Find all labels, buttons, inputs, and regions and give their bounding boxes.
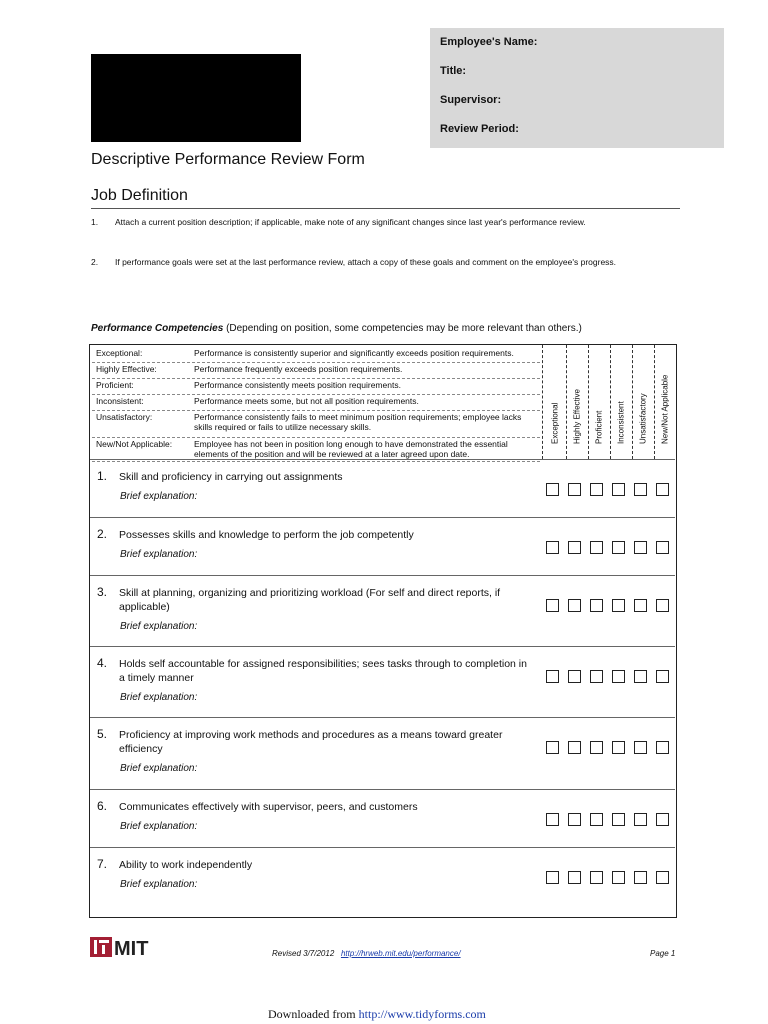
definition-term: Unsatisfactory: xyxy=(96,412,153,422)
rating-checkbox-inconsistent[interactable] xyxy=(612,871,625,884)
definition-description: Performance consistently fails to meet minimum position requirements; employee lacks skills required or fails to utilize necessary skills. xyxy=(194,412,522,432)
competencies-title: Performance Competencies xyxy=(91,323,224,334)
brief-explanation-label: Brief explanation: xyxy=(120,763,198,774)
rating-column-label: Unsatisfactory xyxy=(638,393,648,444)
rating-checkbox-exceptional[interactable] xyxy=(546,541,559,554)
instruction-2: 2. If performance goals were set at the last performance review, attach a copy of these goals and comment on the employee's progress. xyxy=(91,257,617,267)
rating-checkbox-highly-effective[interactable] xyxy=(568,871,581,884)
competency-item xyxy=(90,646,675,718)
rating-column-divider xyxy=(654,345,655,459)
definition-description: Performance meets some, but not all position requirements. xyxy=(194,396,419,406)
brief-explanation-label: Brief explanation: xyxy=(120,821,198,832)
competency-text: Proficiency at improving work methods and procedures as a means toward greater efficiency xyxy=(119,729,503,755)
section-title: Job Definition xyxy=(91,187,188,204)
rating-checkbox-inconsistent[interactable] xyxy=(612,599,625,612)
rating-checkbox-highly-effective[interactable] xyxy=(568,670,581,683)
rating-column-header xyxy=(633,347,653,457)
redacted-block xyxy=(91,54,301,142)
rating-checkbox-highly-effective[interactable] xyxy=(568,599,581,612)
logo-text: MIT xyxy=(114,938,149,958)
rating-checkbox-proficient[interactable] xyxy=(590,599,603,612)
rating-column-divider xyxy=(632,345,633,459)
competency-item xyxy=(90,789,675,848)
rating-checkbox-exceptional[interactable] xyxy=(546,813,559,826)
definition-row xyxy=(92,346,540,363)
rating-checkbox-new-not-applicable[interactable] xyxy=(656,483,669,496)
review-period-label: Review Period: xyxy=(440,123,519,135)
rating-checkbox-highly-effective[interactable] xyxy=(568,541,581,554)
rating-checkbox-highly-effective[interactable] xyxy=(568,483,581,496)
competencies-heading xyxy=(91,323,582,334)
revised-line xyxy=(272,949,461,958)
rating-checkbox-unsatisfactory[interactable] xyxy=(634,871,647,884)
rating-checkbox-inconsistent[interactable] xyxy=(612,541,625,554)
rating-checkbox-unsatisfactory[interactable] xyxy=(634,813,647,826)
rating-checkbox-proficient[interactable] xyxy=(590,871,603,884)
brief-explanation-label: Brief explanation: xyxy=(120,549,198,560)
rating-column-label: Exceptional xyxy=(550,402,560,444)
rating-checkbox-unsatisfactory[interactable] xyxy=(634,670,647,683)
rating-column-header xyxy=(567,347,587,457)
competency-number: 4. xyxy=(97,656,108,670)
rating-checkbox-inconsistent[interactable] xyxy=(612,813,625,826)
rating-column-header xyxy=(611,347,631,457)
definition-description: Performance consistently meets position requirements. xyxy=(194,380,401,390)
instruction-1: 1. Attach a current position description; if applicable, make note of any significant changes since last year's performance review. xyxy=(91,217,586,227)
rating-checkbox-unsatisfactory[interactable] xyxy=(634,541,647,554)
rating-checkbox-highly-effective[interactable] xyxy=(568,741,581,754)
rating-checkbox-proficient[interactable] xyxy=(590,483,603,496)
competency-text: Possesses skills and knowledge to perform the job competently xyxy=(119,529,414,541)
competency-item xyxy=(90,847,675,918)
rating-checkbox-new-not-applicable[interactable] xyxy=(656,541,669,554)
rating-checkbox-inconsistent[interactable] xyxy=(612,741,625,754)
definition-description: Employee has not been in position long enough to have demonstrated the essential elements of the position and will be reviewed at a later agreed upon date. xyxy=(194,439,508,459)
rating-checkbox-exceptional[interactable] xyxy=(546,741,559,754)
competency-number: 6. xyxy=(97,799,108,813)
rating-checkbox-unsatisfactory[interactable] xyxy=(634,483,647,496)
competencies-subtitle: (Depending on position, some competencies may be more relevant than others.) xyxy=(226,323,582,334)
competency-text: Holds self accountable for assigned responsibilities; sees tasks through to completion in a timely manner xyxy=(119,658,527,684)
tidyforms-link[interactable]: http://www.tidyforms.com xyxy=(358,1007,486,1021)
download-prefix: Downloaded from xyxy=(268,1007,356,1021)
competency-text: Skill and proficiency in carrying out assignments xyxy=(119,471,343,483)
page-number: Page 1 xyxy=(650,949,676,958)
rating-checkbox-exceptional[interactable] xyxy=(546,483,559,496)
definition-term: New/Not Applicable: xyxy=(96,439,173,449)
form-title: Descriptive Performance Review Form xyxy=(91,151,365,168)
rating-checkbox-exceptional[interactable] xyxy=(546,670,559,683)
rating-checkbox-proficient[interactable] xyxy=(590,813,603,826)
rating-column-divider xyxy=(566,345,567,459)
employee-name-label: Employee's Name: xyxy=(440,36,538,48)
rating-checkbox-proficient[interactable] xyxy=(590,670,603,683)
rating-checkbox-exceptional[interactable] xyxy=(546,599,559,612)
rating-column-header xyxy=(545,347,565,457)
rating-checkbox-new-not-applicable[interactable] xyxy=(656,741,669,754)
rating-checkbox-inconsistent[interactable] xyxy=(612,670,625,683)
section-rule xyxy=(91,208,680,209)
competency-item xyxy=(90,575,675,647)
rating-checkbox-new-not-applicable[interactable] xyxy=(656,670,669,683)
rating-column-header xyxy=(655,347,675,457)
brief-explanation-label: Brief explanation: xyxy=(120,879,198,890)
definition-row xyxy=(92,410,540,438)
definition-description: Performance is consistently superior and significantly exceeds position requirements. xyxy=(194,348,514,358)
competency-text: Ability to work independently xyxy=(119,859,253,871)
definition-term: Highly Effective: xyxy=(96,364,157,374)
competency-number: 5. xyxy=(97,727,108,741)
rating-column-label: Proficient xyxy=(594,410,604,444)
competency-text: Communicates effectively with supervisor, peers, and customers xyxy=(119,801,418,813)
rating-column-label: Highly Effective xyxy=(572,389,582,444)
rating-checkbox-new-not-applicable[interactable] xyxy=(656,599,669,612)
brief-explanation-label: Brief explanation: xyxy=(120,692,198,703)
definition-row xyxy=(92,394,540,411)
definition-term: Exceptional: xyxy=(96,348,143,358)
rating-checkbox-unsatisfactory[interactable] xyxy=(634,599,647,612)
rating-column-label: New/Not Applicable xyxy=(660,374,670,444)
rating-column-label: Inconsistent xyxy=(616,401,626,444)
competency-item xyxy=(90,517,675,576)
rating-checkbox-unsatisfactory[interactable] xyxy=(634,741,647,754)
rating-checkbox-new-not-applicable[interactable] xyxy=(656,813,669,826)
revised-date: Revised 3/7/2012 xyxy=(272,949,335,958)
title-label: Title: xyxy=(440,65,467,77)
rating-checkbox-proficient[interactable] xyxy=(590,541,603,554)
competency-number: 3. xyxy=(97,585,108,599)
definition-description: Performance frequently exceeds position requirements. xyxy=(194,364,403,374)
rating-checkbox-exceptional[interactable] xyxy=(546,871,559,884)
competencies-table xyxy=(89,344,677,918)
competency-item xyxy=(90,717,675,790)
rating-column-divider xyxy=(588,345,589,459)
download-line xyxy=(268,1007,486,1022)
rating-column-divider xyxy=(610,345,611,459)
rating-column-header xyxy=(589,347,609,457)
employee-info-box xyxy=(430,28,724,148)
performance-link[interactable]: http://hrweb.mit.edu/performance/ xyxy=(340,949,461,958)
competency-number: 2. xyxy=(97,527,108,541)
brief-explanation-label: Brief explanation: xyxy=(120,621,198,632)
rating-checkbox-proficient[interactable] xyxy=(590,741,603,754)
competency-number: 7. xyxy=(97,857,108,871)
supervisor-label: Supervisor: xyxy=(440,94,502,106)
rating-checkbox-new-not-applicable[interactable] xyxy=(656,871,669,884)
brief-explanation-label: Brief explanation: xyxy=(120,491,198,502)
competency-item xyxy=(90,459,675,518)
mit-logo xyxy=(90,936,160,958)
rating-checkbox-highly-effective[interactable] xyxy=(568,813,581,826)
definition-row xyxy=(92,362,540,379)
definition-term: Proficient: xyxy=(96,380,134,390)
column-divider xyxy=(542,345,543,459)
definition-term: Inconsistent: xyxy=(96,396,144,406)
definition-row xyxy=(92,378,540,395)
competency-number: 1. xyxy=(97,469,108,483)
rating-checkbox-inconsistent[interactable] xyxy=(612,483,625,496)
competency-text: Skill at planning, organizing and prioritizing workload (For self and direct reports, if applicable) xyxy=(119,587,501,613)
